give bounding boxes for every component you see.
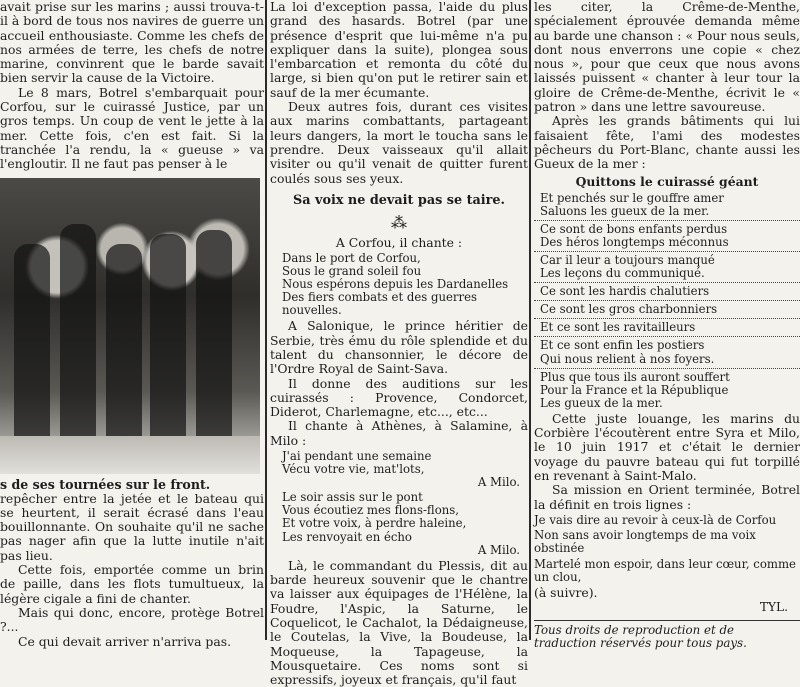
poem-title: Quittons le cuirassé géant bbox=[575, 173, 759, 189]
poem-stanza bbox=[534, 369, 800, 412]
verse-block bbox=[282, 491, 528, 556]
paragraph: Cette fois, emportée comme un brin de paille, dans les flots tumultueux, la légère cigale a fini de chanter. bbox=[0, 562, 264, 606]
paragraph: Là, le commandant du Plessis, dit au barde heureux souvenir que le chantre va laisser aux équipages de l'Hélène, la Foudre, l'Aspic, la Saturne, le Coquelicot, le Cachalot, la Dédaigneuse, le Coutelas, la Vive, la Boudeuse, la Moqueuse, la Tapageuse, la Mousquetaire. Ces noms sont si expressifs, joyeux et français, qu'il faut bbox=[270, 557, 528, 687]
poem-stanza bbox=[534, 283, 800, 301]
verse-line: Vécu votre vie, mat'lots, bbox=[282, 462, 425, 477]
poem-line: Les gueux de la mer. bbox=[540, 395, 663, 410]
verse-line: Nous espérons depuis les Dardanelles bbox=[282, 277, 509, 292]
verse-line: A Milo. bbox=[477, 542, 520, 557]
photo-caption: s de ses tournées sur le front. bbox=[0, 476, 211, 492]
poem-stanza bbox=[534, 301, 800, 319]
quote-line: Martelé mon espoir, dans leur cœur, comme un clou, bbox=[534, 556, 796, 584]
poem-line: Ce sont de bons enfants perdus bbox=[540, 221, 728, 236]
photo-ground bbox=[0, 436, 260, 474]
poem-line: Et ce sont les ravitailleurs bbox=[540, 320, 696, 335]
figure-silhouette bbox=[196, 230, 232, 454]
paragraph: Il chante à Athènes, à Salamine, à Milo : bbox=[270, 418, 528, 448]
photo bbox=[0, 178, 260, 474]
verse-intro: A Corfou, il chante : bbox=[335, 234, 463, 250]
poem-line: Saluons les gueux de la mer. bbox=[540, 203, 710, 218]
rights-footer: Tous droits de reproduction et de traduction réservés pour tous pays. bbox=[534, 620, 800, 650]
verse-block bbox=[282, 450, 528, 489]
paragraph: Ce qui devait arriver n'arriva pas. bbox=[18, 633, 232, 649]
poem-line: Pour la France et la République bbox=[540, 382, 729, 397]
figure-silhouette bbox=[60, 224, 96, 454]
paragraph: repêcher entre la jetée et le bateau qui se heurtent, il serait écrasé dans l'eau bouillonnante. On souhaite qu'il ne sache pas nager afin que la lutte inutile n'ait pas lieu. bbox=[0, 490, 264, 563]
poem-line: Ce sont les hardis chalutiers bbox=[540, 284, 710, 299]
paragraph: avait prise sur les marins ; aussi trouva-t-il à bord de tous nos navires de guerre un accueil enthousiaste. Comme les chefs de nos armées de terre, les chefs de notre marine, convinrent que le barde savait bien servir la cause de la Victoire. bbox=[0, 0, 264, 86]
right-column bbox=[534, 0, 800, 651]
poem-line: Plus que tous ils auront souffert bbox=[540, 369, 730, 384]
column-rule bbox=[529, 0, 531, 640]
verse-line: Le soir assis sur le pont bbox=[282, 490, 423, 505]
verse-line: A Milo. bbox=[477, 475, 520, 490]
poem-line: Car il leur a toujours manqué bbox=[540, 252, 715, 267]
verse-line: Les renvoyait en écho bbox=[282, 529, 412, 544]
poem-stanza bbox=[534, 319, 800, 337]
section-heading: Sa voix ne devait pas se taire. bbox=[293, 192, 505, 208]
column-rule bbox=[265, 0, 267, 640]
poem-stanza bbox=[534, 221, 800, 252]
paragraph: Après les grands bâtiments qui lui faisaient fête, l'ami des modestes pêcheurs du Port-Blanc, chante aussi les Gueux de la mer : bbox=[534, 113, 800, 172]
quote-line: Non sans avoir longtemps de ma voix obstinée bbox=[534, 528, 756, 556]
poem-line: Les leçons du communiqué. bbox=[540, 266, 705, 281]
figure-silhouette bbox=[106, 244, 142, 454]
verse-line: Dans le port de Corfou, bbox=[282, 250, 421, 265]
paragraph: Il donne des auditions sur les cuirassés : Provence, Condorcet, Diderot, Charlemagne, etc..., etc... bbox=[270, 375, 528, 420]
poem-stanza bbox=[534, 252, 800, 283]
figure-silhouette bbox=[150, 234, 186, 454]
figure-silhouette bbox=[14, 244, 50, 454]
signature: TYL. bbox=[759, 600, 788, 615]
paragraph: Le 8 mars, Botrel s'embarquait pour Corfou, sur le cuirassé Justice, par un gros temps. Un coup de vent le jette à la mer. Cette fois, c'en est fait. Si la tranchée l'a rendu, la « gueuse » va l'engloutir. Il ne faut pas penser à le bbox=[0, 84, 264, 172]
paragraph: La loi d'exception passa, l'aide du plus grand des hasards. Botrel (par une présence d'esprit que lui-même n'a pu expliquer dans la suite), plongea sous l'embarcation et remonta du côté du large, si bien qu'on put le retirer sain et sauf de la mer écumante. bbox=[270, 0, 528, 100]
middle-column bbox=[270, 0, 528, 687]
poem-stanza bbox=[534, 337, 800, 368]
verse-line: J'ai pendant une semaine bbox=[282, 449, 432, 463]
verse-line: Et votre voix, à perdre haleine, bbox=[282, 516, 467, 531]
poem-line: Des héros longtemps méconnus bbox=[540, 234, 729, 249]
paragraph: Deux autres fois, durant ces visites aux marins combattants, partageant leurs dangers, la mort le toucha sans le prendre. Deux vaisseaux qu'il allait visiter ou qu'il venait de quitter furent coulés sous ses yeux. bbox=[270, 99, 528, 186]
paragraph: Mais qui donc, encore, protège Botrel ?... bbox=[0, 604, 264, 635]
paragraph: les citer, la Crême-de-Menthe, spécialement éprouvée demanda même au barde une chanson : « Pour nous seuls, dont nous enverrons une copie « chez nous », pour que ceux que nous avons laissés puissent « chanter à leur tour la gloire de Crême-de-Menthe, écrivit le « patron » dans une lettre savoureuse. bbox=[534, 0, 800, 115]
poem-line: Et ce sont enfin les postiers bbox=[540, 338, 705, 353]
paragraph: Sa mission en Orient terminée, Botrel la définit en trois lignes : bbox=[534, 482, 800, 512]
ornament-icon: ⁂ bbox=[391, 212, 407, 232]
poem-line: Et penchés sur le gouffre amer bbox=[540, 190, 724, 205]
verse-line: Sous le grand soleil fou bbox=[282, 263, 422, 278]
poem-line: Qui nous relient à nos foyers. bbox=[540, 351, 715, 366]
verse-line: Vous écoutiez mes flons-flons, bbox=[282, 503, 459, 518]
quote-line: Je vais dire au revoir à ceux-là de Corfou bbox=[534, 512, 777, 527]
poem-stanza bbox=[534, 190, 800, 221]
poem-line: Ce sont les gros charbonniers bbox=[540, 302, 718, 317]
paragraph: Cette juste louange, les marins du Corbière l'écoutèrent entre Syra et Milo, le 10 juin 1917 et c'était le dernier voyage du pauvre bateau qui fut torpillé en revenant à Saint-Malo. bbox=[534, 410, 800, 484]
left-column bbox=[0, 0, 264, 649]
continued-note: (à suivre). bbox=[534, 584, 598, 600]
verse-block bbox=[282, 252, 528, 317]
verse-line: Des fiers combats et des guerres nouvelles. bbox=[282, 290, 477, 318]
paragraph: A Salonique, le prince héritier de Serbie, très ému du rôle splendide et du talent du chansonnier, le décore de l'Ordre Royal de Saint-Sava. bbox=[270, 318, 528, 377]
